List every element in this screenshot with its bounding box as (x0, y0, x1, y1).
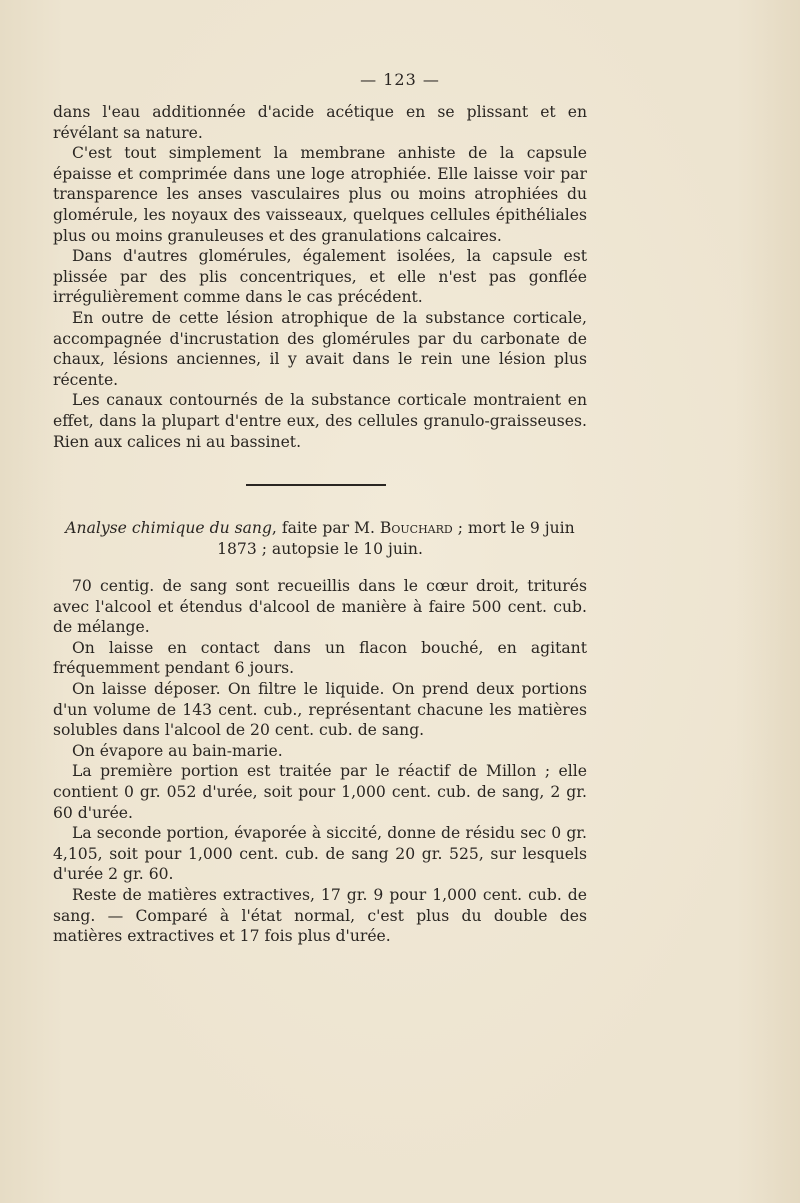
page-number: — 123 — (360, 70, 440, 89)
lower-text-block (53, 576, 587, 947)
section-heading-pre-author: , faite par M. (271, 519, 380, 537)
intro-fragment: dans l'eau additionnée d'acide acétique en se plissant et en révélant sa nature. (53, 103, 587, 142)
section-heading (53, 518, 587, 560)
paragraph: On laisse déposer. On filtre le liquide. On prend deux portions d'un volume de 143 cent. cub., représentant chacune les matières solubles dans l'alcool de 20 cent. cub. de sang. (53, 679, 587, 740)
paragraph: En outre de cette lésion atrophique de la substance corticale, accompagnée d'incrustation des glomérules par du carbonate de chaux, lésions anciennes, il y avait dans le rein une lésion plus récente. (53, 308, 587, 389)
paragraph: On évapore au bain-marie. (72, 741, 283, 760)
section-divider (246, 484, 386, 486)
paragraph: Reste de matières extractives, 17 gr. 9 pour 1,000 cent. cub. de sang. — Comparé à l'état normal, c'est plus du double des matières extractives et 17 fois plus d'urée. (53, 885, 587, 946)
paragraph: 70 centig. de sang sont recueillis dans le cœur droit, triturés avec l'alcool et étendus d'alcool de manière à faire 500 cent. cub. de mélange. (53, 577, 587, 637)
paragraph: Les canaux contournés de la substance corticale montraient en effet, dans la plupart d'entre eux, des cellules granulo-graisseuses. Rien aux calices ni au bassinet. (53, 391, 587, 451)
paragraph: On laisse en contact dans un flacon bouché, en agitant fréquemment pendant 6 jours. (53, 638, 587, 678)
paragraph: C'est tout simplement la membrane anhiste de la capsule épaisse et comprimée dans une loge atrophiée. Elle laisse voir par transparence les anses vasculaires plus ou moins atrophiées du glomérule, les noyaux des vaisseaux, quelques cellules épithéliales plus ou moins granuleuses et des granulations calcaires. (53, 144, 587, 245)
upper-text-block (53, 102, 587, 452)
section-heading-title: Analyse chimique du sang (65, 519, 272, 537)
section-heading-post-author: ; mort le 9 juin 1873 ; autopsie le 10 juin. (217, 519, 575, 558)
paragraph: La seconde portion, évaporée à siccité, donne de résidu sec 0 gr. 4,105, soit pour 1,000 cent. cub. de sang 20 gr. 525, sur lesquels d'urée 2 gr. 60. (53, 824, 587, 884)
section-heading-author: Bouchard (379, 519, 453, 537)
paragraph: Dans d'autres glomérules, également isolées, la capsule est plissée par des plis concentriques, et elle n'est pas gonflée irrégulièrement comme dans le cas précédent. (53, 247, 587, 307)
paragraph: La première portion est traitée par le réactif de Millon ; elle contient 0 gr. 052 d'urée, soit pour 1,000 cent. cub. de sang, 2 gr. 60 d'urée. (53, 762, 587, 822)
